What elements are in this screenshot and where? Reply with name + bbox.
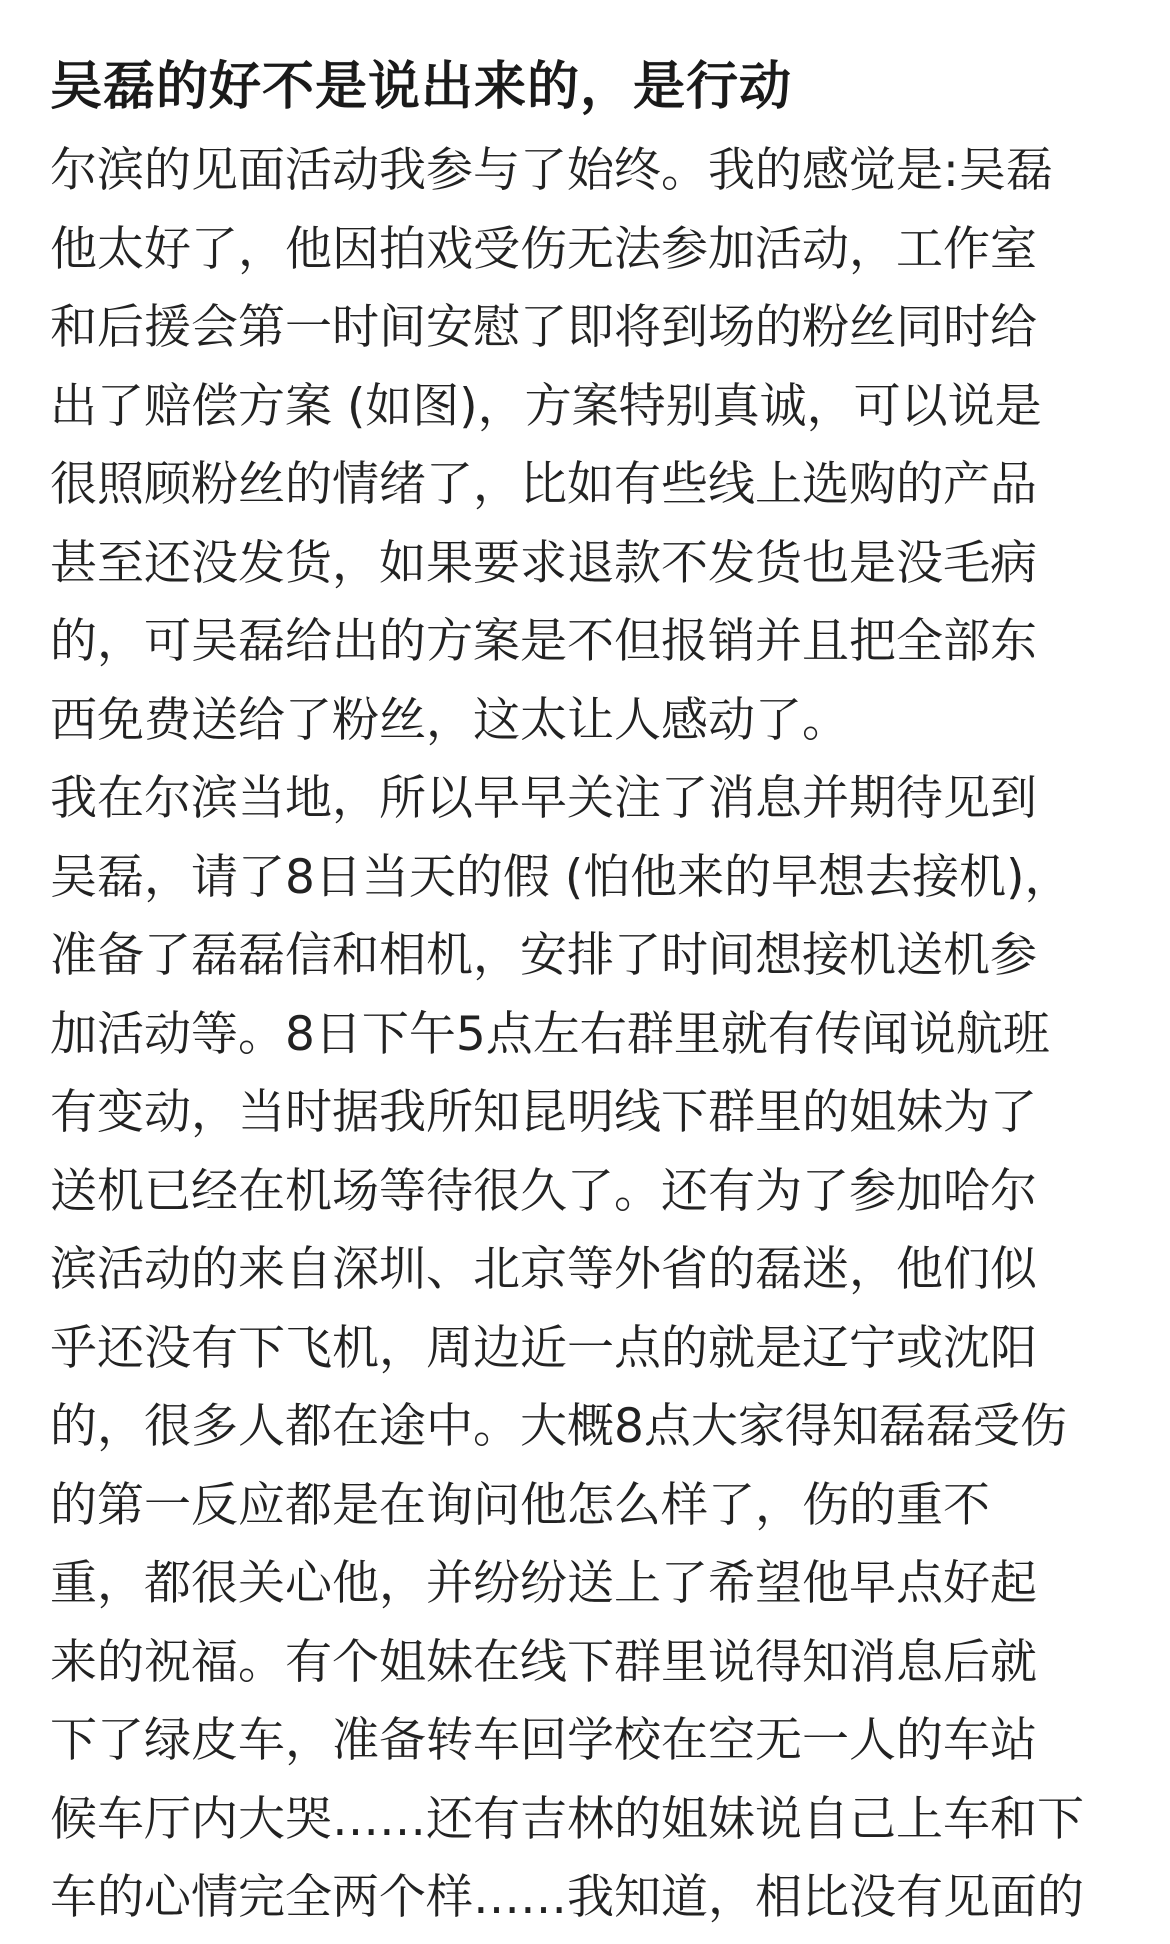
post-title: 吴磊的好不是说出来的，是行动 [50,57,793,117]
body-line: 乎还没有下飞机，周边近一点的就是辽宁或沈阳 [50,1320,1037,1376]
body-line: 他太好了，他因拍戏受伤无法参加活动，工作室 [50,221,1037,277]
body-line: 候车厅内大哭……还有吉林的姐妹说自己上车和下 [50,1791,1084,1847]
body-line: 加活动等。8日下午5点左右群里就有传闻说航班 [50,1006,1050,1062]
body-line: 我在尔滨当地，所以早早关注了消息并期待见到 [50,771,1037,826]
body-line: 尔滨的见面活动我参与了始终。我的感觉是:吴磊 [50,143,1053,198]
body-line: 滨活动的来自深圳、北京等外省的磊迷，他们似 [50,1242,1037,1297]
body-line: 准备了磊磊信和相机，安排了时间想接机送机参 [50,928,1037,983]
body-line: 甚至还没发货，如果要求退款不发货也是没毛病 [50,535,1037,591]
body-line: 车的心情完全两个样……我知道，相比没有见面的 [50,1870,1084,1925]
body-line: 重，都很关心他，并纷纷送上了希望他早点好起 [50,1556,1037,1611]
post-body [50,132,1140,1938]
body-line: 下了绿皮车，准备转车回学校在空无一人的车站 [50,1713,1037,1768]
body-line: 送机已经在机场等待很久了。还有为了参加哈尔 [50,1163,1037,1219]
body-line: 的第一反应都是在询问他怎么样了，伤的重不 [50,1477,990,1533]
body-line: 和后援会第一时间安慰了即将到场的粉丝同时给 [50,300,1037,355]
body-line: 出了赔偿方案 (如图)，方案特别真诚，可以说是 [50,378,1042,434]
body-line: 的，可吴磊给出的方案是不但报销并且把全部东 [50,614,1037,669]
body-line: 来的祝福。有个姐妹在线下群里说得知消息后就 [50,1634,1037,1690]
post-article [50,0,1140,1944]
body-line: 的，很多人都在途中。大概8点大家得知磊磊受伤 [50,1399,1067,1454]
body-line: 吴磊，请了8日当天的假 (怕他来的早想去接机)， [50,849,1072,905]
body-line: 很照顾粉丝的情绪了，比如有些线上选购的产品 [50,457,1037,512]
body-line: 西免费送给了粉丝，这太让人感动了。 [50,692,849,748]
body-line: 有变动，当时据我所知昆明线下群里的姐妹为了 [50,1085,1037,1140]
